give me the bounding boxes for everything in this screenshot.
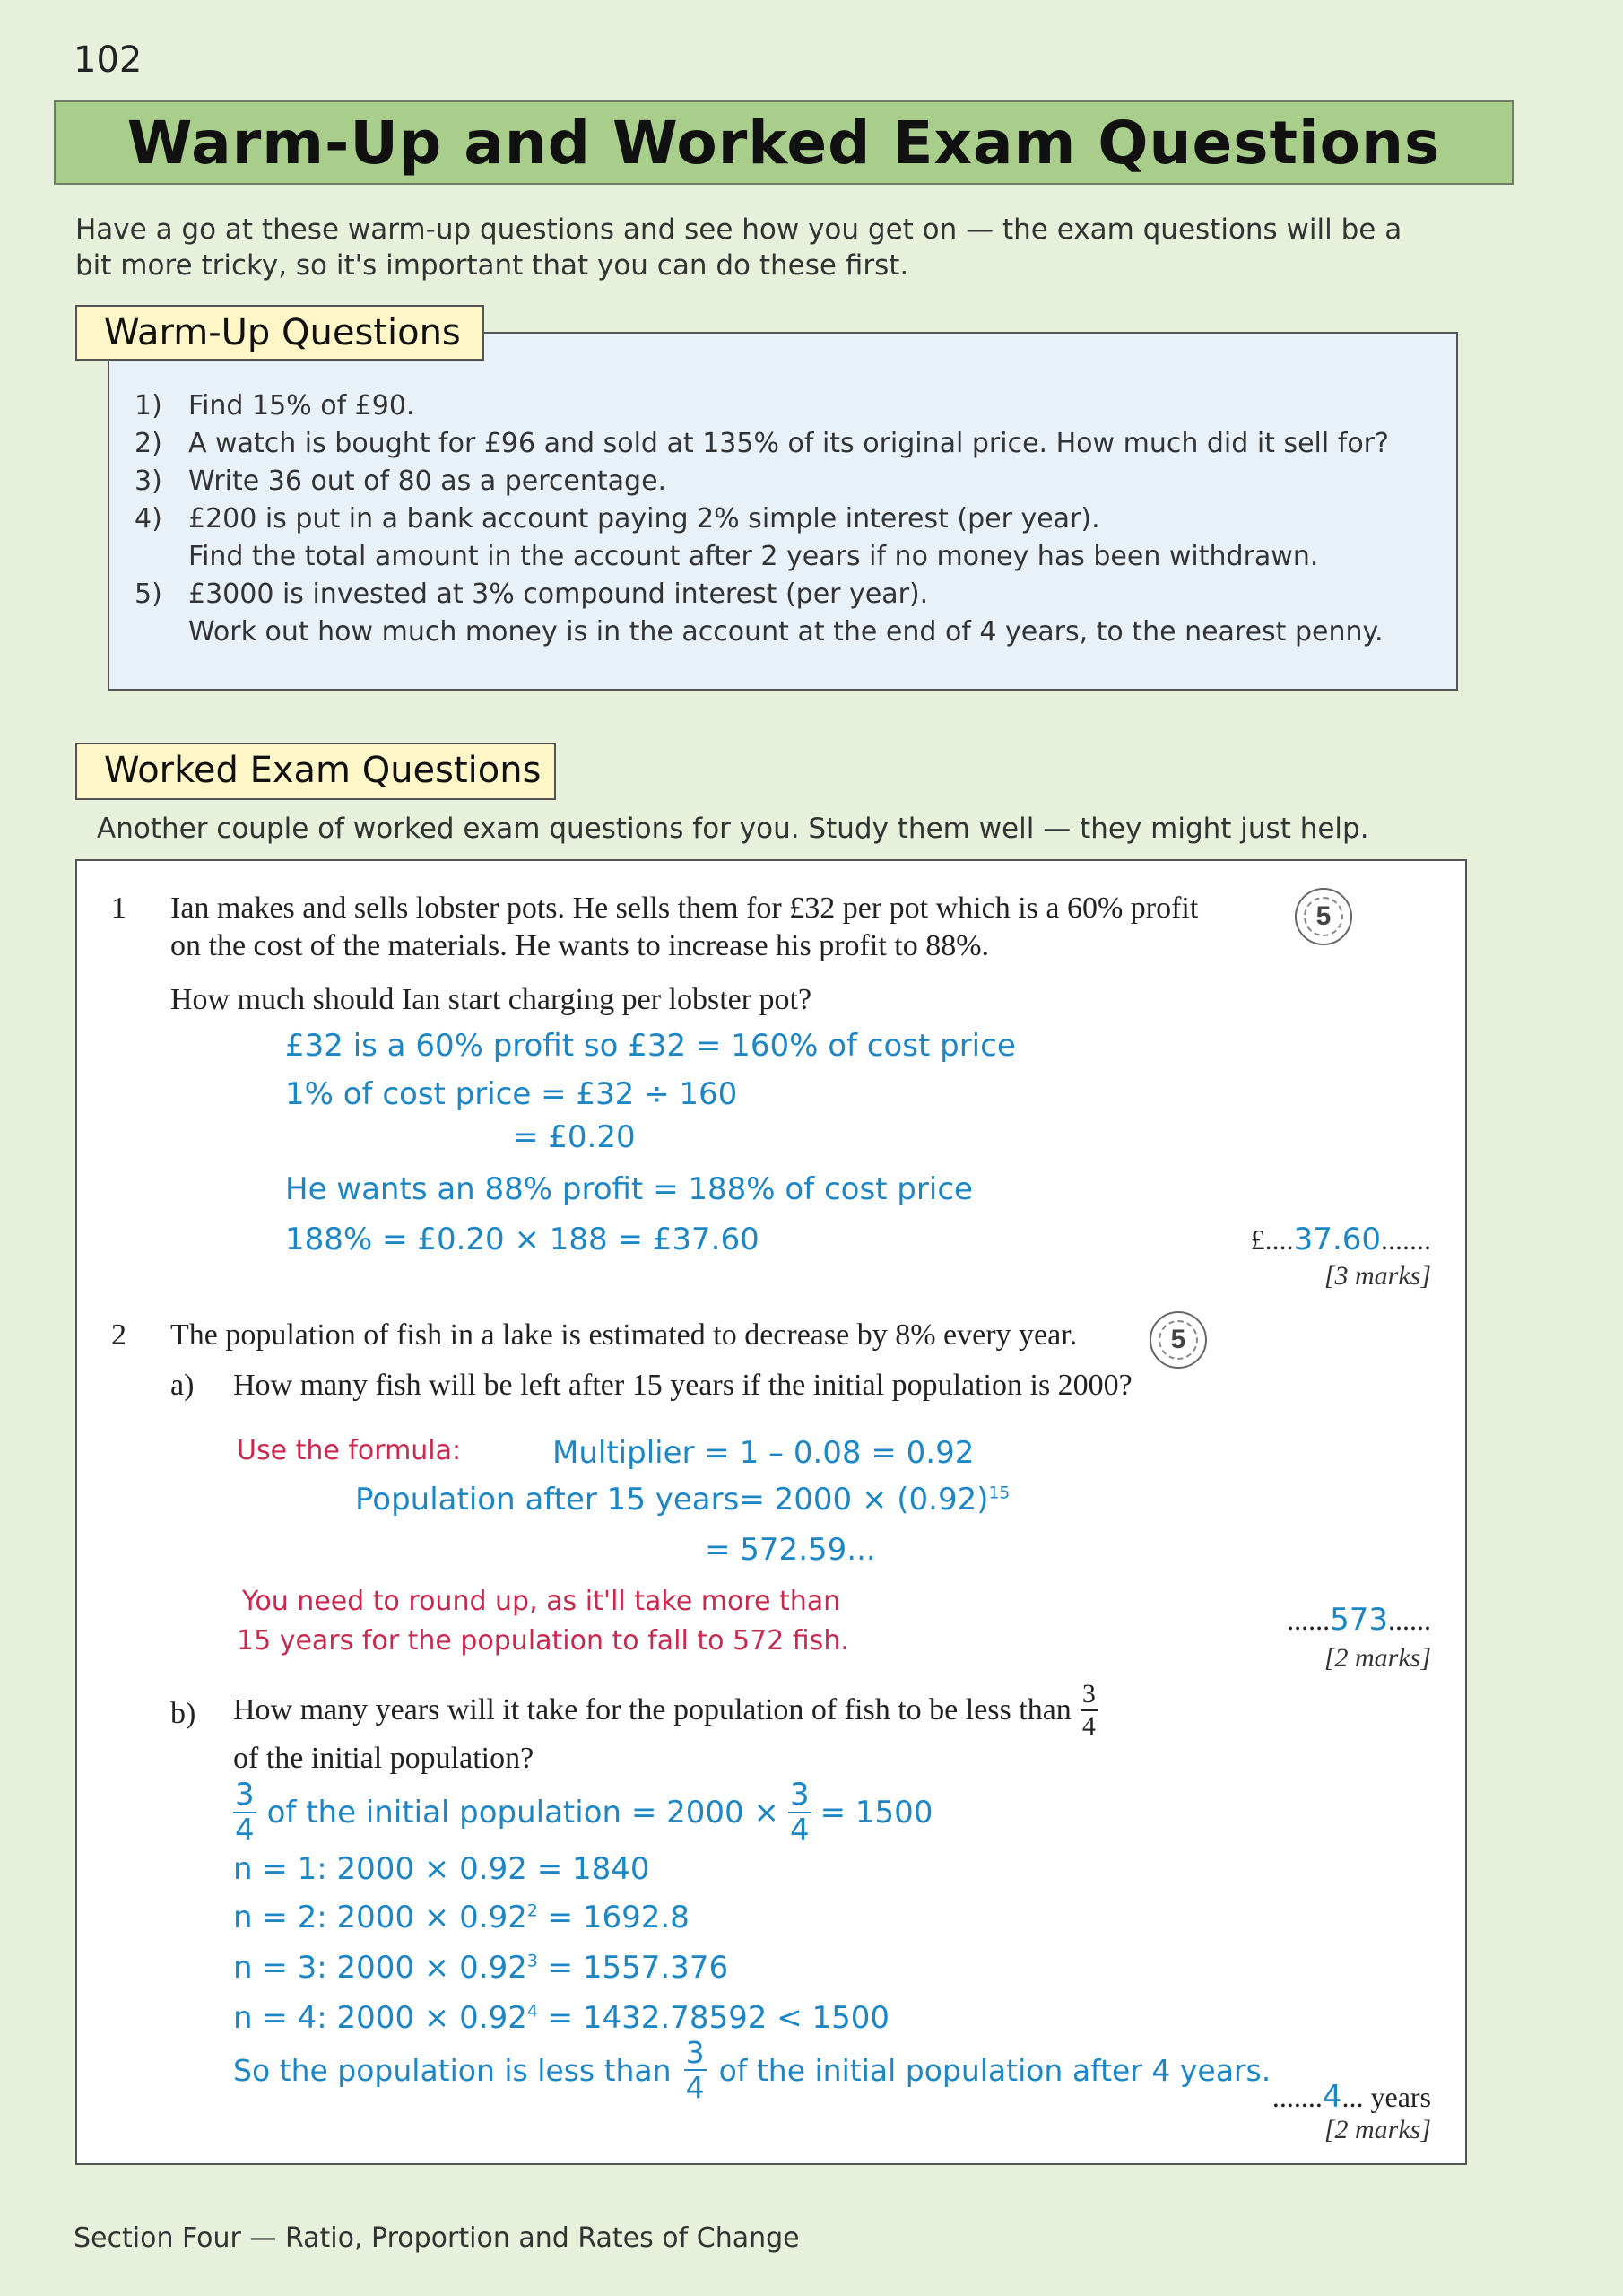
warmup-item-number: 3) <box>135 465 162 497</box>
q1-answer: 37.60 <box>1293 1222 1381 1257</box>
q2b-working-line <box>233 1900 690 1935</box>
q2b-conclusion-text: So the population is less than <box>233 2052 672 2088</box>
q1-text <box>170 890 1282 965</box>
q2b-conclusion <box>233 2035 1271 2105</box>
q2b-working-text: = 1432.78592 < 1500 <box>537 2000 890 2036</box>
fraction-numerator: 3 <box>685 2035 705 2070</box>
currency-symbol: £ <box>1250 1223 1265 1256</box>
warmup-item-number: 2) <box>135 428 162 459</box>
warmup-item-text: Write 36 out of 80 as a percentage. <box>188 465 667 497</box>
q1-working-line: = £0.20 <box>513 1119 636 1155</box>
q2b-working-text: n = 3: 2000 × 0.92 <box>233 1950 527 1986</box>
fraction-denominator: 4 <box>1081 1711 1096 1741</box>
warmup-item-text: £3000 is invested at 3% compound interest (per year). <box>188 578 929 610</box>
warmup-heading: Warm-Up Questions <box>75 305 484 361</box>
q2b-working-line: n = 1: 2000 × 0.92 = 1840 <box>233 1851 650 1887</box>
q2a-note-formula: Use the formula: <box>237 1435 462 1466</box>
warmup-list <box>135 387 1444 651</box>
answer-dots: .... <box>1264 1223 1294 1256</box>
grade-badge <box>1150 1311 1207 1369</box>
q2b-answer: 4 <box>1322 2079 1342 2115</box>
warmup-item-text: £200 is put in a bank account paying 2% simple interest (per year). <box>188 503 1100 535</box>
warmup-item-text: A watch is bought for £96 and sold at 135% of its original price. How much did it sell for? <box>188 428 1389 459</box>
q2-stem: The population of fish in a lake is estimated to decrease by 8% every year. <box>170 1318 1078 1352</box>
answer-dots: ....... <box>1381 1223 1431 1256</box>
q2b-question <box>233 1681 1219 1778</box>
title-banner <box>54 100 1514 185</box>
q1-working-line: 188% = £0.20 × 188 = £37.60 <box>285 1222 759 1257</box>
answer-dots: ...... <box>1388 1604 1431 1636</box>
q1-number: 1 <box>111 891 126 925</box>
worked-heading: Worked Exam Questions <box>75 743 556 800</box>
q1-working-line: He wants an 88% profit = 188% of cost price <box>285 1171 973 1207</box>
q2b-label: b) <box>170 1697 196 1730</box>
q1-working-line: £32 is a 60% profit so £32 = 160% of cost price <box>285 1028 1016 1064</box>
q1-marks: [3 marks] <box>1324 1261 1431 1291</box>
q2b-answer-line <box>1234 2079 1431 2115</box>
q2b-question-text: of the initial population? <box>233 1742 534 1775</box>
worked-intro: Another couple of worked exam questions for you. Study them well — they might just help. <box>97 813 1369 845</box>
q2a-working-right: = 2000 × (0.92) <box>739 1482 989 1518</box>
q2a-working-line <box>355 1482 1010 1518</box>
warmup-item <box>135 425 1444 463</box>
warmup-item <box>135 500 1444 576</box>
fraction-numerator: 3 <box>789 1777 810 1813</box>
q2a-question: How many fish will be left after 15 years if the initial population is 2000? <box>233 1369 1133 1402</box>
warmup-item-number: 1) <box>135 390 162 422</box>
q1-line: on the cost of the materials. He wants to increase his profit to 88%. <box>170 929 990 962</box>
answer-dots: ... <box>1341 2081 1371 2113</box>
answer-dots: ....... <box>1271 2081 1323 2113</box>
fraction-denominator: 4 <box>235 1813 255 1848</box>
fraction <box>684 2035 707 2105</box>
fraction <box>788 1779 812 1846</box>
answer-dots: ...... <box>1287 1604 1331 1636</box>
warmup-item-number: 5) <box>135 578 162 610</box>
warmup-item-text: Find 15% of £90. <box>188 390 415 422</box>
q2b-exponent: 3 <box>526 1952 538 1971</box>
warmup-item-text: Work out how much money is in the account at the end of 4 years, to the nearest penny. <box>188 616 1384 648</box>
grade-number: 5 <box>1159 1320 1198 1360</box>
footer-section-title: Section Four — Ratio, Proportion and Rates of Change <box>74 2222 800 2254</box>
grade-badge <box>1295 888 1352 945</box>
q2b-working-text: n = 2: 2000 × 0.92 <box>233 1900 527 1935</box>
grade-number: 5 <box>1304 897 1343 936</box>
q2a-working-left: Population after 15 years <box>355 1482 740 1518</box>
q2a-working-line: = 572.59... <box>705 1532 876 1568</box>
answer-unit: years <box>1370 2081 1431 2113</box>
q2a-note: You need to round up, as it'll take more than <box>242 1586 841 1617</box>
fraction-numerator: 3 <box>1081 1681 1098 1711</box>
q2b-marks: [2 marks] <box>1324 2115 1431 2144</box>
q2b-exponent: 2 <box>526 1901 538 1921</box>
q2b-working-text: = 1557.376 <box>537 1950 729 1986</box>
q2b-conclusion-text: of the initial population after 4 years. <box>718 2052 1271 2088</box>
q1-line: Ian makes and sells lobster pots. He sells them for £32 per pot which is a 60% profit <box>170 891 1199 925</box>
q1-question: How much should Ian start charging per lobster pot? <box>170 983 812 1016</box>
fraction-denominator: 4 <box>685 2070 705 2105</box>
q2b-working-text: = 1500 <box>820 1795 933 1831</box>
q2b-working-line <box>233 1950 728 1986</box>
q1-answer-line <box>1202 1222 1431 1257</box>
q2b-working-line <box>233 1779 933 1846</box>
q2b-working-text: n = 4: 2000 × 0.92 <box>233 2000 527 2036</box>
intro-text: Have a go at these warm-up questions and see how you get on — the exam questions will be a bit more tricky, so it's important that you can do these first. <box>75 213 1402 282</box>
q2a-working-line: Multiplier = 1 – 0.08 = 0.92 <box>552 1435 975 1471</box>
q2b-working-line <box>233 2000 890 2036</box>
page-number: 102 <box>74 39 143 81</box>
q2a-answer-line <box>1202 1602 1431 1638</box>
fraction-numerator: 3 <box>235 1777 255 1813</box>
q2b-working-text: of the initial population = 2000 × <box>266 1795 779 1831</box>
warmup-item <box>135 387 1444 425</box>
fraction-denominator: 4 <box>789 1813 810 1848</box>
q2a-exponent: 15 <box>988 1483 1011 1503</box>
q2b-question-text: How many years will it take for the population of fish to be less than <box>233 1693 1072 1726</box>
warmup-item-text: Find the total amount in the account after 2 years if no money has been withdrawn. <box>188 541 1319 572</box>
q2-number: 2 <box>111 1318 126 1352</box>
warmup-item <box>135 576 1444 651</box>
warmup-item-number: 4) <box>135 503 162 535</box>
q2a-marks: [2 marks] <box>1324 1643 1431 1673</box>
q1-working-line: 1% of cost price = £32 ÷ 160 <box>285 1076 738 1112</box>
q2a-note: 15 years for the population to fall to 572 fish. <box>237 1625 849 1657</box>
q2b-exponent: 4 <box>526 2002 538 2022</box>
warmup-item <box>135 463 1444 500</box>
page-title: Warm-Up and Worked Exam Questions <box>126 108 1441 178</box>
q2a-answer: 573 <box>1330 1602 1388 1638</box>
fraction <box>233 1779 256 1846</box>
q2a-label: a) <box>170 1369 195 1402</box>
fraction <box>1081 1681 1098 1740</box>
q2b-working-text: = 1692.8 <box>537 1900 690 1935</box>
